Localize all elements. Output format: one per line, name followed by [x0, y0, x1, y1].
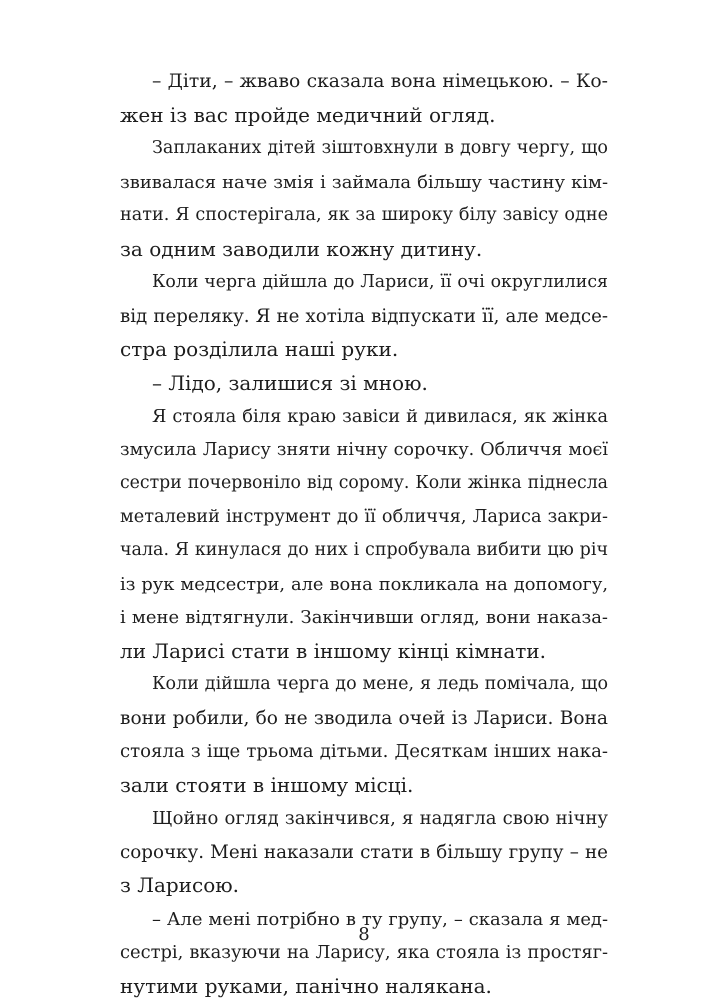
text-line: із рук медсестри, але вона покликала на допомогу,	[120, 568, 608, 602]
text-line: ли Ларисі стати в іншому кінці кімнати.	[120, 635, 608, 669]
text-line: змусила Ларису зняти нічну сорочку. Обличчя моєї	[120, 434, 608, 468]
text-line: – Але мені потрібно в ту групу, – сказала я мед-	[120, 903, 608, 937]
text-line: – Діти, – жваво сказала вона німецькою. – Ко-	[120, 65, 608, 99]
text-line: і мене відтягнули. Закінчивши огляд, вони наказа-	[120, 601, 608, 635]
text-line: стра розділила наші руки.	[120, 333, 608, 367]
page-number: 8	[0, 924, 728, 945]
text-line: звивалася наче змія і займала більшу частину кім-	[120, 166, 608, 200]
text-line: нутими руками, панічно налякана.	[120, 970, 608, 1003]
text-line: Заплаканих дітей зіштовхнули в довгу чергу, що	[120, 132, 608, 166]
body-text	[120, 65, 608, 1003]
text-line: металевий інструмент до її обличчя, Лариса закри-	[120, 501, 608, 535]
text-line: від переляку. Я не хотіла відпускати її, але медсе-	[120, 300, 608, 334]
text-line: сестрі, вказуючи на Ларису, яка стояла із простяг-	[120, 936, 608, 970]
text-line: сестри почервоніло від сорому. Коли жінка піднесла	[120, 467, 608, 501]
text-line: Коли черга дійшла до Лариси, її очі округлилися	[120, 266, 608, 300]
text-line: сорочку. Мені наказали стати в більшу групу – не	[120, 836, 608, 870]
text-line: жен із вас пройде медичний огляд.	[120, 99, 608, 133]
text-line: вони робили, бо не зводила очей із Лариси. Вона	[120, 702, 608, 736]
text-line: стояла з іще трьома дітьми. Десяткам інших нака-	[120, 735, 608, 769]
text-line: Щойно огляд закінчився, я надягла свою нічну	[120, 802, 608, 836]
text-line: за одним заводили кожну дитину.	[120, 233, 608, 267]
text-line: – Лідо, залишися зі мною.	[120, 367, 608, 401]
text-line: Коли дійшла черга до мене, я ледь помічала, що	[120, 668, 608, 702]
text-line: Я стояла біля краю завіси й дивилася, як жінка	[120, 400, 608, 434]
text-line: нати. Я спостерігала, як за широку білу завісу одне	[120, 199, 608, 233]
text-line: чала. Я кинулася до них і спробувала вибити цю річ	[120, 534, 608, 568]
text-line: зали стояти в іншому місці.	[120, 769, 608, 803]
text-line: з Ларисою.	[120, 869, 608, 903]
